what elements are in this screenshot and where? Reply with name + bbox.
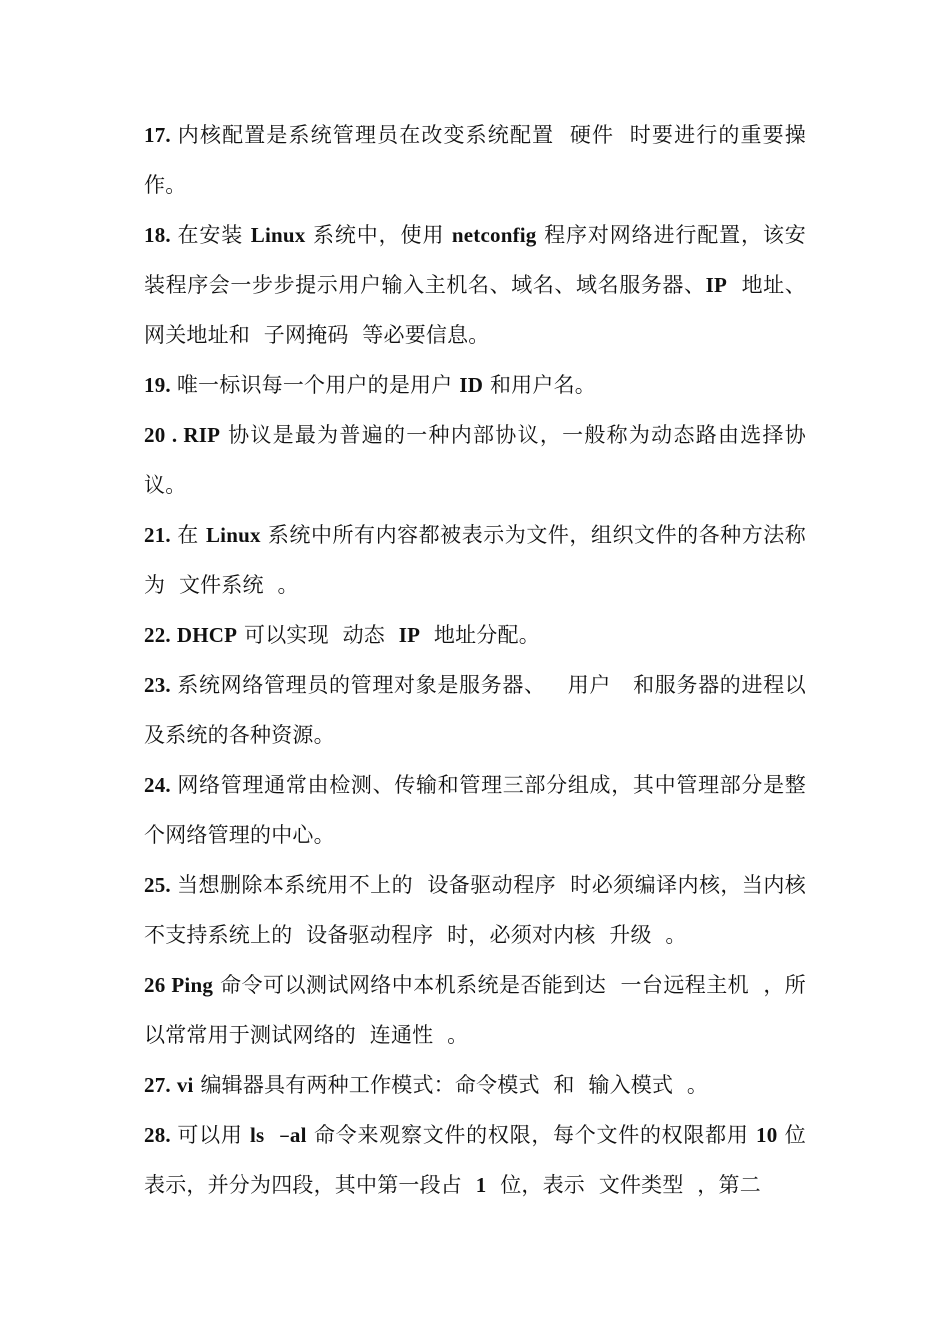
question-item [144,960,806,1060]
question-text: 协议是最为普遍的一种内部协议，一般称为动态路由选择协议。 [144,423,806,497]
question-text: 内核配置是系统管理员在改变系统配置 硬件 时要进行的重要操作。 [144,123,806,197]
question-number: 20 . [144,423,178,447]
question-number: 25. [144,873,171,897]
question-text: 当想删除本系统用不上的 设备驱动程序 时必须编译内核，当内核不支持系统上的 设备驱动程序 时，必须对内核 升级 。 [144,873,806,947]
question-text: 位，表示 文件类型 ，第二 [486,1173,761,1197]
question-text: 系统网络管理员的管理对象是服务器、 用户 和服务器的进程以及系统的各种资源。 [144,673,806,747]
bold-term: al [289,1123,307,1147]
question-list [144,110,820,1210]
bold-term: Linux [205,523,261,547]
question-number: 17. [144,123,171,147]
bold-term: 10 [756,1123,778,1147]
bold-term: netconfig [451,223,537,247]
question-text: 位表示，并分为四段，其中第一段占 [144,1123,807,1197]
question-number: 26 [144,973,166,997]
question-text: 命令可以测试网络中本机系统是否能到达 一台远程主机 ，所以常常用于测试网络的 连通性 。 [144,973,806,1047]
question-text: 地址分配。 [420,623,540,647]
question-item [144,660,806,760]
question-text: 程序对网络进行配置，该安装程序会一步步提示用户输入主机名、域名、域名服务器、 [144,223,806,297]
question-item [144,610,806,660]
question-text: 可以实现 动态 [237,623,399,647]
question-number: 18. [144,223,171,247]
question-text: 唯一标识每一个用户的是用户 [176,373,460,397]
bold-term: Linux [250,223,306,247]
question-item [144,510,806,610]
question-text: 系统中所有内容都被表示为文件，组织文件的各种方法称为 文件系统 。 [144,523,806,597]
question-item [144,410,806,510]
bold-term: DHCP [176,623,238,647]
question-text: – [264,1123,290,1147]
question-text: 命令来观察文件的权限，每个文件的权限都用 [306,1123,756,1147]
question-item [144,860,806,960]
question-text: 可以用 [176,1123,250,1147]
question-item [144,360,806,410]
bold-term: IP [398,623,421,647]
question-number: 22. [144,623,171,647]
question-number: 27. [144,1073,171,1097]
question-text: 网络管理通常由检测、传输和管理三部分组成，其中管理部分是整个网络管理的中心。 [144,773,806,847]
question-text: 系统中，使用 [305,223,452,247]
question-text: 在安装 [176,223,251,247]
question-item [144,760,806,860]
question-item [144,210,820,360]
question-item [144,110,806,210]
question-text: 地址、 网关地址和 子网掩码 等必要信息。 [144,273,820,347]
question-number: 23. [144,673,171,697]
bold-term: RIP [183,423,221,447]
question-number: 24. [144,773,171,797]
question-item [144,1110,806,1210]
bold-term: ls [249,1123,265,1147]
question-number: 19. [144,373,171,397]
bold-term: 1 [475,1173,487,1197]
question-item [144,1060,806,1110]
bold-term: vi [176,1073,194,1097]
bold-term: ID [459,373,484,397]
question-text: 编辑器具有两种工作模式：命令模式 和 输入模式 。 [193,1073,709,1097]
question-number: 21. [144,523,171,547]
bold-term: Ping [171,973,214,997]
question-number: 28. [144,1123,171,1147]
bold-term: IP [705,273,728,297]
question-text: 在 [176,523,206,547]
question-text: 和用户名。 [483,373,596,397]
